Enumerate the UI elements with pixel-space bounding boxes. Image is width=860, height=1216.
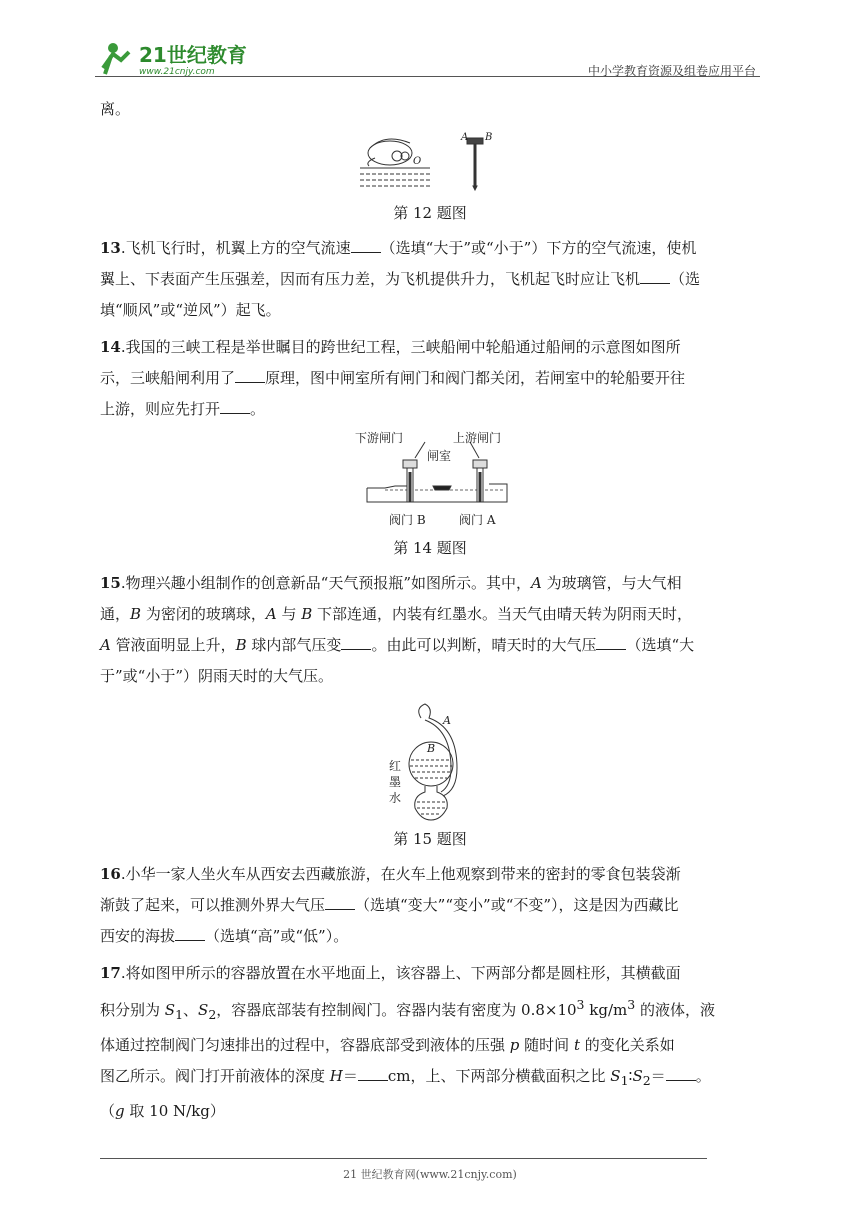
- platform-name: 中小学教育资源及组卷应用平台: [587, 64, 756, 78]
- fig15-label-a: A: [443, 714, 451, 727]
- question-number: 13: [100, 239, 121, 257]
- question-13: 13.飞机飞行时，机翼上方的空气流速 （选填“大于”或“小于”）下方的空气流速，使机 翼上、下表面产生压强差，因而有压力差，为飞机提供升力，飞机起飞时应让飞机 （选 填“顺风”或“逆风”）起飞。: [100, 239, 701, 319]
- figure-12: [355, 128, 505, 192]
- answer-blank: [235, 368, 265, 383]
- question-number: 16: [100, 865, 121, 883]
- question-17: 17.将如图甲所示的容器放置在水平地面上，该容器上、下两部分都是圆柱形，其横截面 积分别为 $S_1$、$S_2$，容器底部装有控制阀门。容器内装有密度为 $0.8\times 10^3$ $kg/m^3$ 的液体，液 体通过控制阀门匀速排出的过程中，容器底部受到液体的压强 p 随时间 t 的变化关系如 图乙所示。阀门打开前液体的深度 H＝ cm，上、下两部分横截面积之比 $S_1∶S_2=$ 。 （g 取 10 N/kg）: [100, 964, 715, 1120]
- answer-blank: [175, 926, 205, 941]
- fig12-label-b: B: [485, 132, 493, 143]
- answer-blank: [596, 635, 626, 650]
- fig15-ink-2: 墨: [389, 775, 402, 789]
- valve-b-label: 阀门 B: [389, 513, 426, 527]
- fig12-label-o: O: [413, 156, 422, 167]
- page-header: [95, 38, 760, 78]
- carryover-text: 离。: [100, 100, 131, 118]
- question-number: 14: [100, 338, 121, 356]
- answer-blank: [358, 1066, 388, 1081]
- logo-text: 21世纪教育: [139, 43, 247, 67]
- figure-15: [385, 700, 475, 824]
- question-number: 17: [100, 964, 121, 982]
- chamber-label: 闸室: [427, 449, 452, 463]
- answer-blank: [325, 895, 355, 910]
- answer-blank: [341, 635, 371, 650]
- answer-blank: [640, 269, 670, 284]
- page-footer: 21 世纪教育网(www.21cnjy.com): [343, 1168, 517, 1181]
- valve-a-label: 阀门 A: [459, 513, 496, 527]
- logo-url: www.21cnjy.com: [139, 67, 215, 77]
- answer-blank: [666, 1066, 696, 1081]
- question-14: 14.我国的三峡工程是举世瞩目的跨世纪工程，三峡船闸中轮船通过船闸的示意图如图所 示，三峡船闸利用了 原理，图中闸室所有闸门和阀门都关闭，若闸室中的轮船要开往 上游，则应先打开 。: [100, 338, 686, 418]
- figure-15-caption: 第 15 题图: [393, 830, 467, 848]
- upstream-gate-label: 上游闸门: [453, 431, 502, 445]
- fig15-ink-1: 红: [389, 759, 402, 773]
- answer-blank: [220, 399, 250, 414]
- downstream-gate-label: 下游闸门: [355, 431, 404, 445]
- figure-14: [355, 428, 515, 530]
- question-16: 16.小华一家人坐火车从西安去西藏旅游，在火车上他观察到带来的密封的零食包装袋渐 渐鼓了起来，可以推测外界大气压 （选填“变大”“变小”或“不变”），这是因为西藏比 西安的海拔 （选填“高”或“低”）。: [100, 865, 681, 945]
- figure-12-caption: 第 12 题图: [393, 204, 467, 222]
- fig12-label-a: A: [461, 132, 469, 143]
- fig15-ink-3: 水: [389, 791, 402, 805]
- footer-divider: [100, 1158, 707, 1159]
- question-15: 15.物理兴趣小组制作的创意新品“天气预报瓶”如图所示。其中，A 为玻璃管，与大气相 通，B 为密闭的玻璃球，A 与 B 下部连通，内装有红墨水。当天气由晴天转为阴雨天时， A 管液面明显上升，B 球内部气压变 。由此可以判断，晴天时的大气压 （选填“大 于”或“小于”）阴雨天时的大气压。: [100, 574, 695, 685]
- figure-14-caption: 第 14 题图: [393, 539, 467, 557]
- question-number: 15: [100, 574, 121, 592]
- fig15-label-b: B: [427, 742, 436, 755]
- answer-blank: [351, 238, 381, 253]
- header-divider: [95, 76, 760, 77]
- site-logo: [95, 38, 265, 78]
